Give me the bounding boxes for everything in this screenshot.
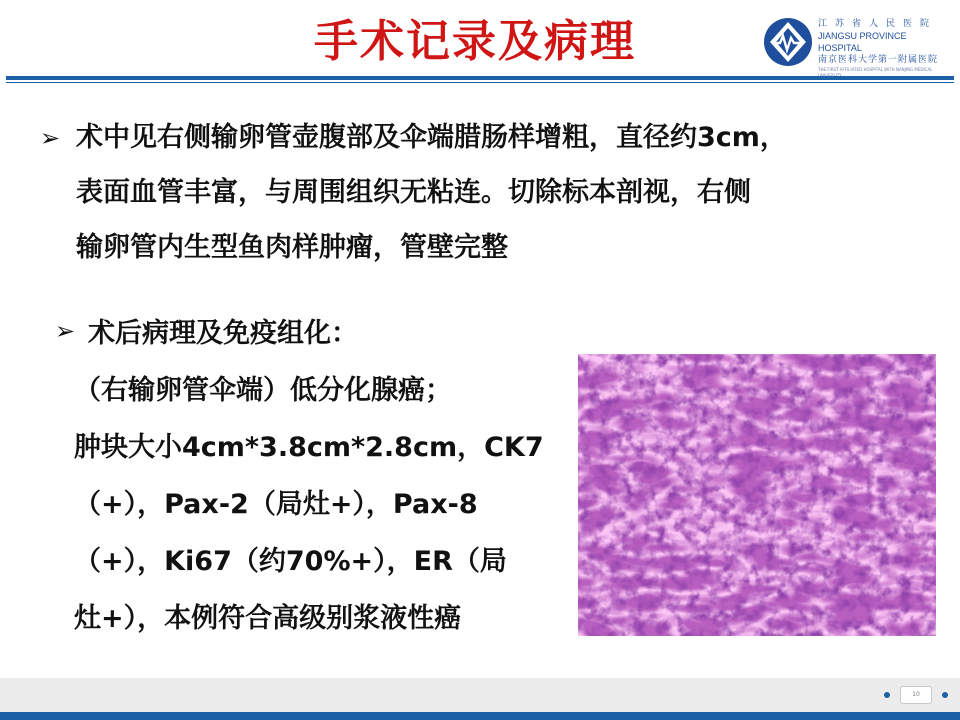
surgery-record-paragraph: [76, 110, 896, 275]
pathology-line: 灶+），本例符合高级别浆液性癌: [74, 603, 462, 634]
pathology-line: 肿块大小4cm*3.8cm*2.8cm，CK7: [74, 432, 544, 463]
hospital-emblem-icon: [762, 16, 814, 68]
footer-divider: [0, 712, 960, 720]
hospital-logo: [760, 14, 950, 70]
header-divider-thin: [6, 82, 954, 83]
bullet-arrow-icon: ➢: [40, 124, 61, 152]
pathology-line: （+），Ki67（约70%+），ER（局: [74, 546, 507, 577]
page-title: 手术记录及病理: [314, 16, 636, 67]
pathology-heading: 术后病理及免疫组化：: [88, 318, 358, 349]
footer-dot-icon: [884, 692, 890, 698]
pathology-line: （+），Pax-2（局灶+），Pax-8: [74, 489, 478, 520]
logo-name-cn2: 南京医科大学第一附属医院: [818, 55, 939, 65]
surgery-line: 输卵管内生型鱼肉样肿瘤，管壁完整: [76, 232, 508, 263]
surgery-line: 术中见右侧输卵管壶腹部及伞端腊肠样增粗，直径约3cm，: [76, 122, 787, 153]
page-number: 10: [900, 686, 932, 704]
logo-name-en2: THE FIRST AFFILIATED HOSPITAL WITH NANJING MEDICAL: [818, 67, 933, 72]
bullet-arrow-icon: ➢: [55, 317, 76, 345]
pathology-line: （右输卵管伞端）低分化腺癌；: [74, 375, 452, 406]
footer-dot-icon: [942, 692, 948, 698]
footer-band: [0, 678, 960, 712]
header-divider: [6, 76, 954, 80]
histology-image: [578, 354, 936, 636]
pathology-paragraph: [74, 305, 564, 647]
logo-name-cn: 江苏省人民医院: [818, 19, 938, 29]
logo-name-en: JIANGSU PROVINCE HOSPITAL: [818, 31, 907, 53]
surgery-line: 表面血管丰富，与周围组织无粘连。切除标本剖视，右侧: [76, 177, 751, 208]
